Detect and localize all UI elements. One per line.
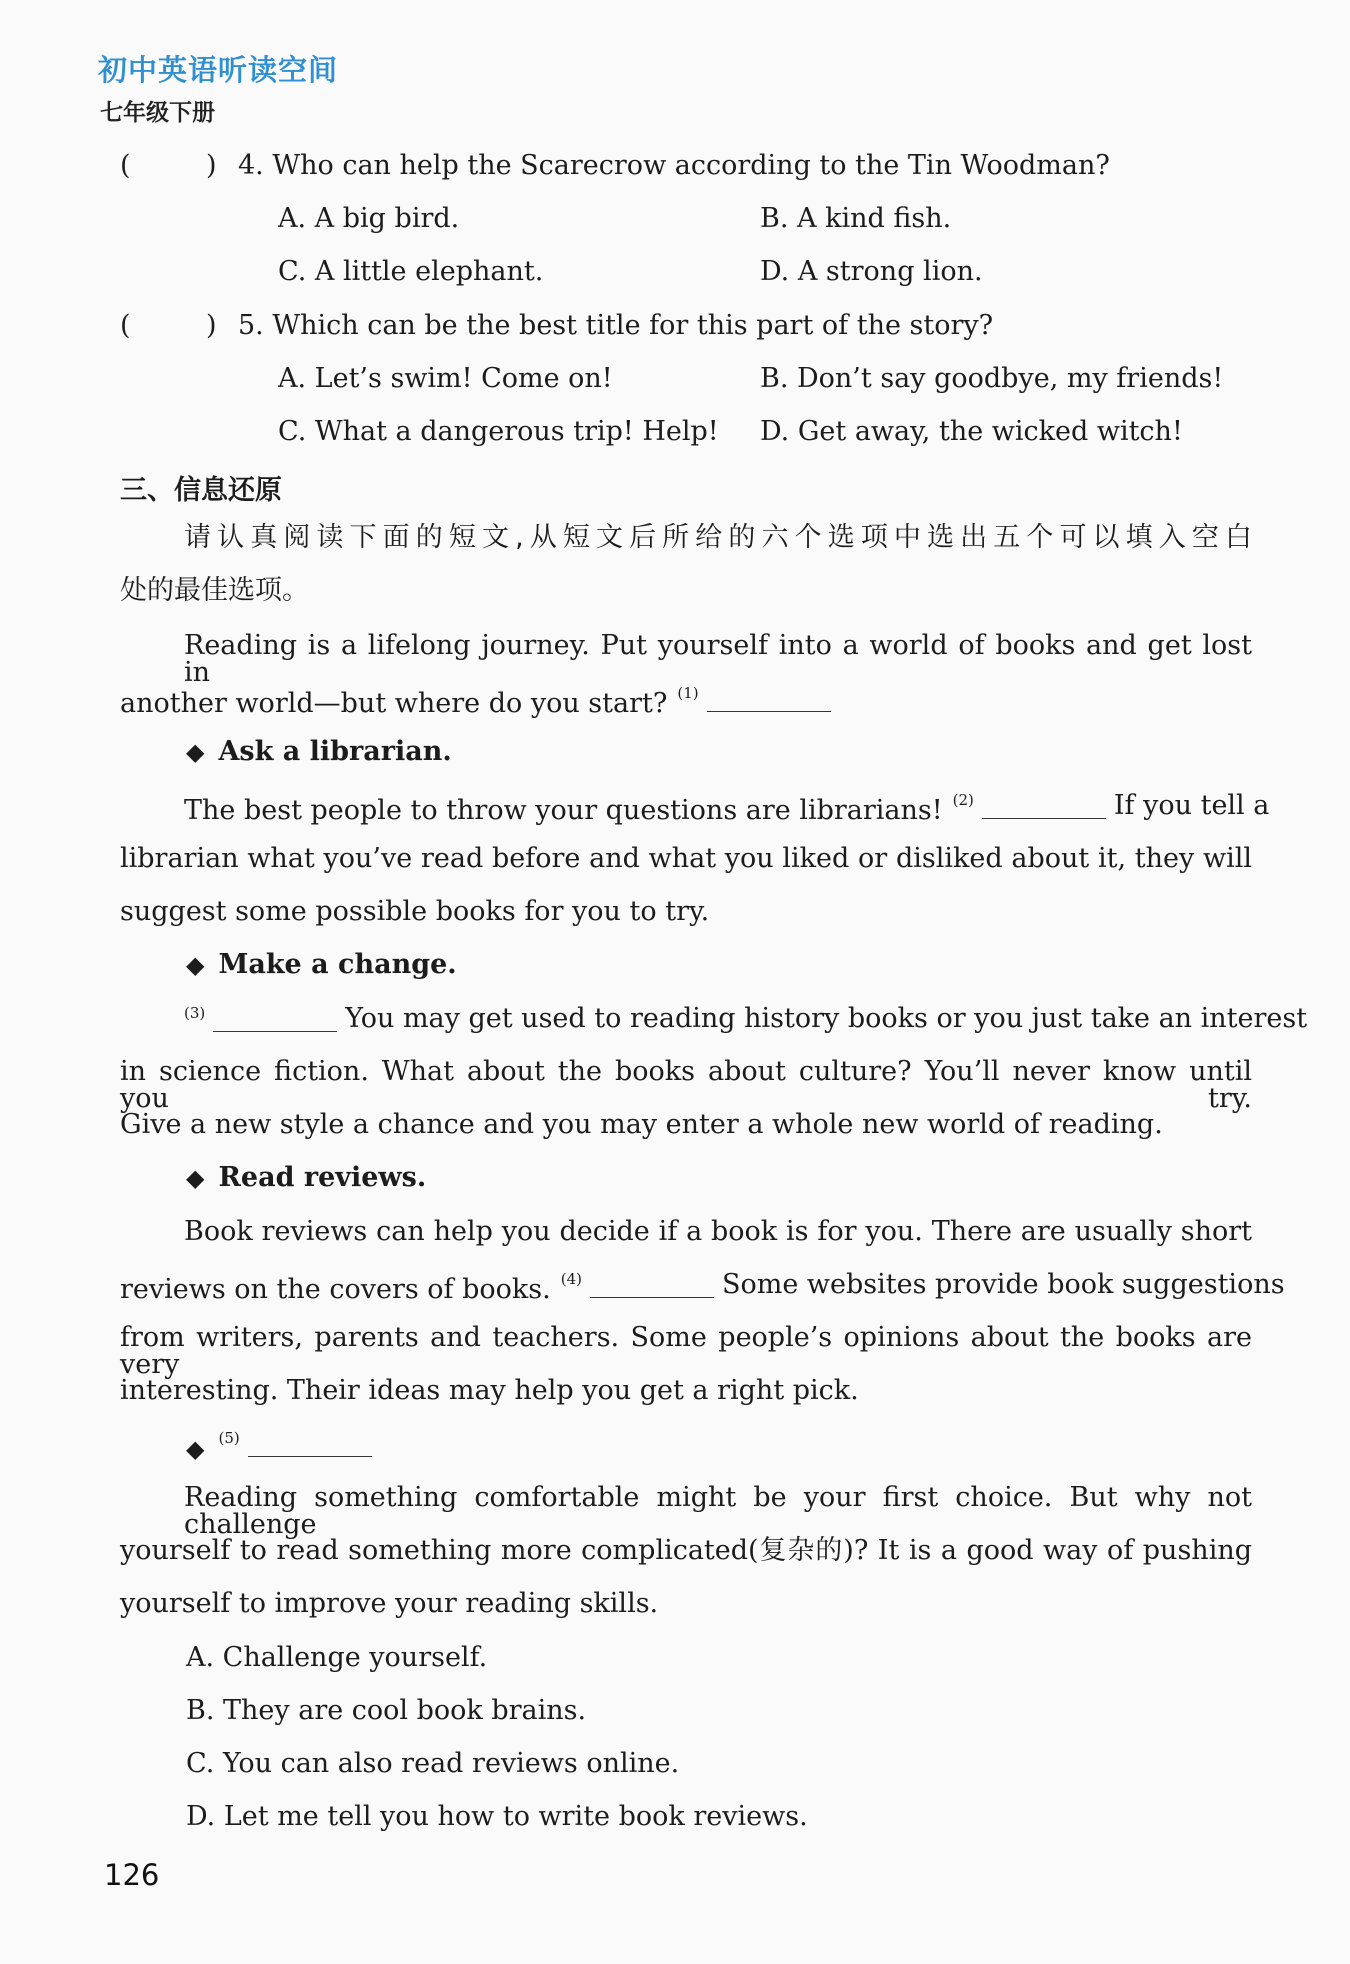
question-5-option-b: B. Don’t say goodbye, my friends! bbox=[760, 363, 1224, 394]
diamond-bullet-icon: ◆ bbox=[186, 951, 205, 979]
question-4-option-a: A. A big bird. bbox=[278, 203, 460, 234]
diamond-bullet-icon: ◆ bbox=[186, 738, 205, 766]
question-5-option-a: A. Let’s swim! Come on! bbox=[278, 363, 613, 394]
passage-p3-line2: in science fiction. What about the books about culture? You’ll never know until you try. bbox=[120, 1056, 1252, 1114]
passage-p5-line2: yourself to read something more complicated(复杂的)? It is a good way of pushing bbox=[120, 1535, 1252, 1566]
answer-paren-open: ( bbox=[120, 150, 131, 181]
passage-text-fragment: The best people to throw your questions are librarians! bbox=[184, 795, 943, 826]
question-4-option-b: B. A kind fish. bbox=[760, 203, 952, 234]
choice-b: B. They are cool book brains. bbox=[186, 1695, 587, 1726]
diamond-bullet-icon: ◆ bbox=[186, 1435, 205, 1463]
subheading-make-change bbox=[186, 951, 457, 978]
subheading-blank-5 bbox=[186, 1430, 380, 1462]
subheading-ask-librarian bbox=[186, 738, 452, 765]
diamond-bullet-icon: ◆ bbox=[186, 1164, 205, 1192]
answer-blank-3[interactable] bbox=[213, 1005, 337, 1032]
passage-p1-line2 bbox=[120, 685, 839, 717]
choice-d: D. Let me tell you how to write book reviews. bbox=[186, 1801, 808, 1832]
subheading-text: Make a change. bbox=[218, 949, 457, 980]
choice-c: C. You can also read reviews online. bbox=[186, 1748, 680, 1779]
blank-number: (2) bbox=[952, 791, 974, 809]
answer-blank-1[interactable] bbox=[707, 685, 831, 712]
passage-p4-line3: from writers, parents and teachers. Some people’s opinions about the books are very bbox=[120, 1322, 1252, 1380]
book-title: 初中英语听读空间 bbox=[98, 53, 339, 87]
passage-text bbox=[184, 792, 1114, 824]
passage-p4-line4: interesting. Their ideas may help you get a right pick. bbox=[120, 1375, 859, 1406]
passage-text-fragment: You may get used to reading history books or you just take an interest bbox=[345, 1003, 1308, 1034]
subheading-text: Ask a librarian. bbox=[218, 736, 452, 767]
answer-paren-close: ) bbox=[206, 150, 217, 181]
passage-p1-line1: Reading is a lifelong journey. Put yourself into a world of books and get lost in bbox=[184, 630, 1252, 688]
question-4-stem: 4. Who can help the Scarecrow according to the Tin Woodman? bbox=[238, 150, 1110, 181]
question-5-option-d: D. Get away, the wicked witch! bbox=[760, 416, 1183, 447]
question-4-option-c: C. A little elephant. bbox=[278, 256, 544, 287]
question-5-option-c: C. What a dangerous trip! Help! bbox=[278, 416, 719, 447]
question-4-option-d: D. A strong lion. bbox=[760, 256, 983, 287]
choice-a: A. Challenge yourself. bbox=[186, 1642, 488, 1673]
answer-paren-close: ) bbox=[206, 310, 217, 341]
passage-text-fragment: If you tell a bbox=[1113, 790, 1270, 821]
blank-number: (3) bbox=[184, 1004, 206, 1022]
passage-p2-line1 bbox=[184, 790, 1270, 826]
page-number: 126 bbox=[104, 1858, 160, 1892]
answer-blank-5[interactable] bbox=[248, 1430, 372, 1457]
passage-p4-line2 bbox=[120, 1269, 1285, 1305]
passage-p5-line3: yourself to improve your reading skills. bbox=[120, 1588, 659, 1619]
passage-text-fragment: Some websites provide book suggestions bbox=[721, 1269, 1285, 1300]
passage-text: another world—but where do you start? bbox=[120, 688, 668, 719]
passage-p2-line3: suggest some possible books for you to try. bbox=[120, 896, 710, 927]
question-5-stem: 5. Which can be the best title for this part of the story? bbox=[238, 310, 994, 341]
answer-blank-4[interactable] bbox=[590, 1271, 714, 1298]
passage-p4-line1: Book reviews can help you decide if a book is for you. There are usually short bbox=[184, 1216, 1252, 1247]
section-instruction-line1: 请认真阅读下面的短文,从短文后所给的六个选项中选出五个可以填入空白 bbox=[184, 522, 1252, 553]
passage-p3-line3: Give a new style a chance and you may enter a whole new world of reading. bbox=[120, 1109, 1163, 1140]
section-title: 三、信息还原 bbox=[120, 475, 282, 506]
blank-number: (1) bbox=[677, 684, 699, 702]
passage-p2-line2: librarian what you’ve read before and what you liked or disliked about it, they will bbox=[120, 843, 1252, 874]
blank-number: (5) bbox=[218, 1429, 240, 1447]
answer-blank-2[interactable] bbox=[982, 792, 1106, 819]
book-subtitle: 七年级下册 bbox=[100, 99, 215, 126]
passage-text-fragment: reviews on the covers of books. bbox=[120, 1274, 551, 1305]
subheading-read-reviews bbox=[186, 1164, 426, 1191]
passage-text bbox=[120, 1271, 722, 1303]
passage-p5-line1: Reading something comfortable might be your first choice. But why not challenge bbox=[184, 1482, 1252, 1540]
passage-p3-line1 bbox=[184, 1003, 1308, 1037]
subheading-text: Read reviews. bbox=[218, 1162, 427, 1193]
blank-number: (4) bbox=[560, 1270, 582, 1288]
section-instruction-line2: 处的最佳选项。 bbox=[120, 575, 309, 606]
answer-paren-open: ( bbox=[120, 310, 131, 341]
blank-group bbox=[184, 1005, 345, 1037]
